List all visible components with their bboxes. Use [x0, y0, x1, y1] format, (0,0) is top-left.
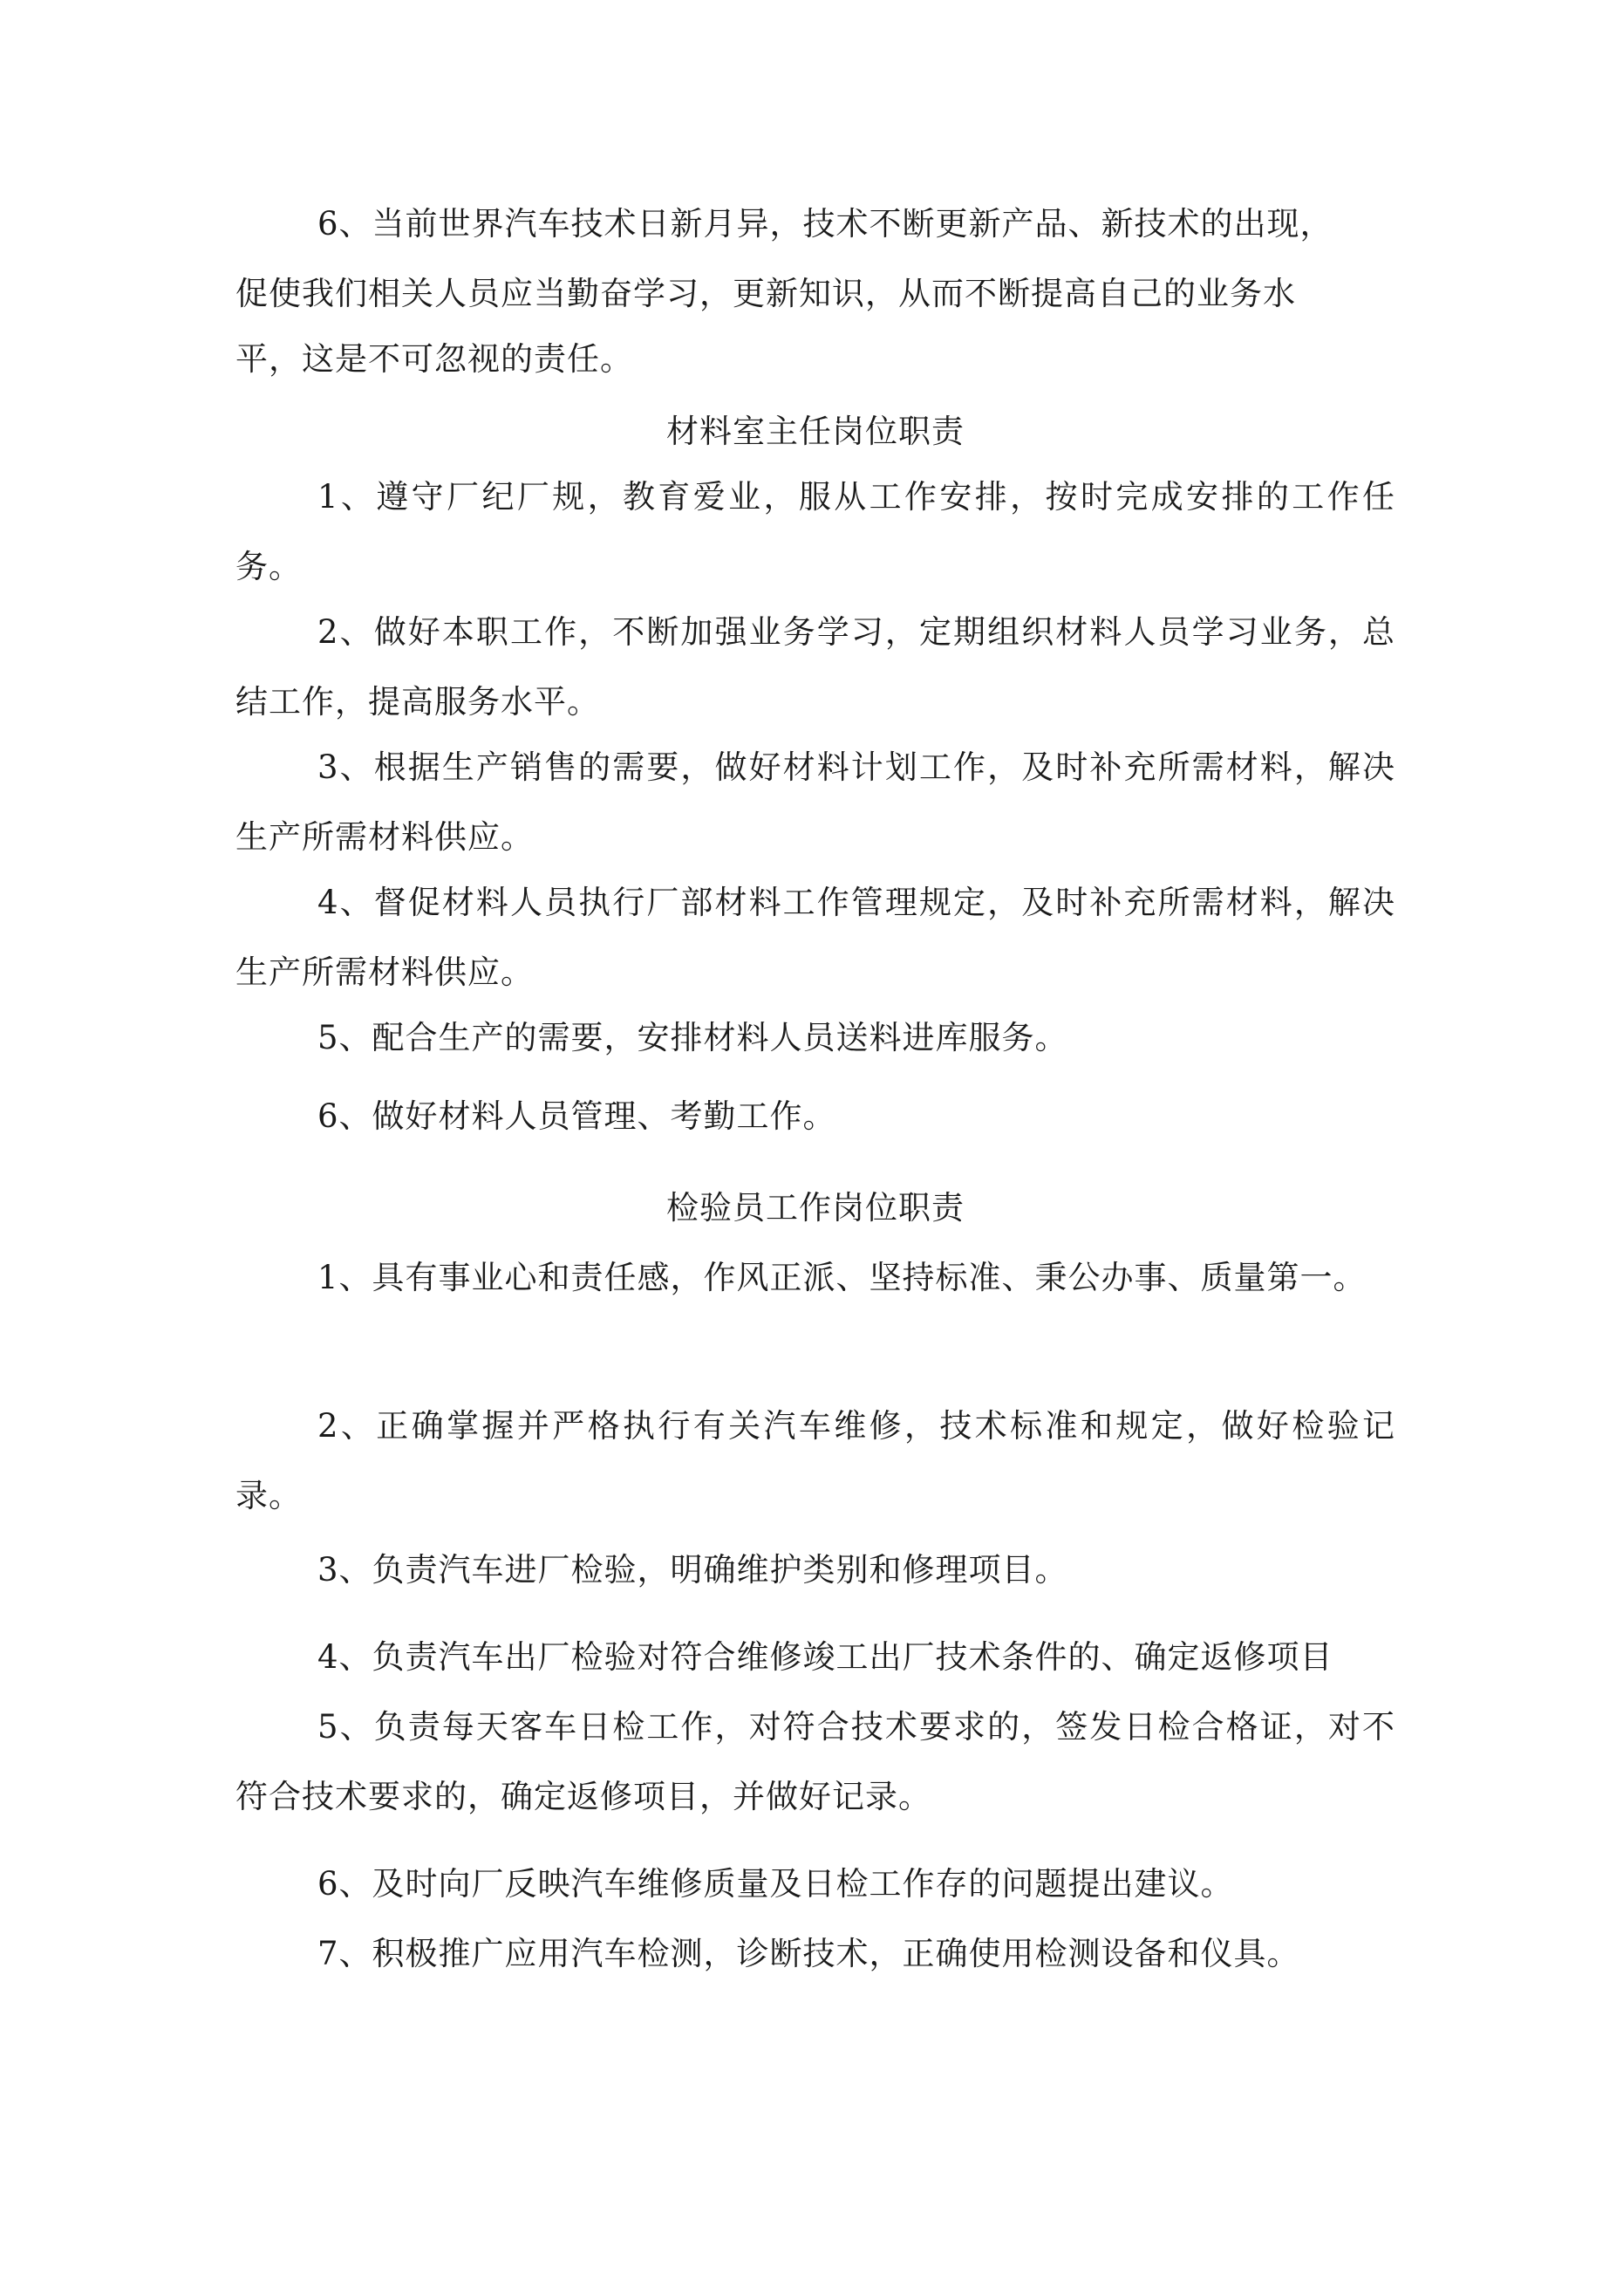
- paragraph-line: 平，这是不可忽视的责任。: [235, 340, 633, 378]
- list-item: 4、负责汽车出厂检验对符合维修竣工出厂技术条件的、确定返修项目: [317, 1638, 1333, 1676]
- paragraph-line: 6、当前世界汽车技术日新月异，技术不断更新产品、新技术的出现，: [317, 205, 1333, 243]
- list-item: 1、具有事业心和责任感，作风正派、坚持标准、秉公办事、质量第一。: [317, 1259, 1367, 1296]
- list-item: 1、遵守厂纪厂规，教育爱业，服从工作安排，按时完成安排的工作任务。: [235, 478, 1395, 585]
- list-item: 2、正确掌握并严格执行有关汽车维修，技术标准和规定，做好检验记录。: [235, 1407, 1395, 1514]
- paragraph-line: 促使我们相关人员应当勤奋学习，更新知识，从而不断提高自己的业务水: [235, 275, 1296, 312]
- section-title: 材料室主任岗位职责: [666, 413, 965, 450]
- list-item: 3、负责汽车进厂检验，明确维护类别和修理项目。: [317, 1551, 1068, 1589]
- list-item: 6、做好材料人员管理、考勤工作。: [317, 1097, 836, 1135]
- list-item: 7、积极推广应用汽车检测，诊断技术，正确使用检测设备和仪具。: [317, 1935, 1300, 1972]
- list-item: 2、做好本职工作，不断加强业务学习，定期组织材料人员学习业务，总结工作，提高服务水平。: [235, 613, 1395, 721]
- list-item: 5、负责每天客车日检工作，对符合技术要求的，签发日检合格证，对不符合技术要求的，确定返修项目，并做好记录。: [235, 1708, 1395, 1815]
- list-item: 6、及时向厂反映汽车维修质量及日检工作存的问题提出建议。: [317, 1865, 1234, 1903]
- list-item: 4、督促材料人员执行厂部材料工作管理规定，及时补充所需材料，解决生产所需材料供应。: [235, 884, 1395, 991]
- section-title: 检验员工作岗位职责: [666, 1189, 965, 1227]
- list-item: 5、配合生产的需要，安排材料人员送料进库服务。: [317, 1019, 1068, 1056]
- list-item: 3、根据生产销售的需要，做好材料计划工作，及时补充所需材料，解决生产所需材料供应。: [235, 748, 1395, 856]
